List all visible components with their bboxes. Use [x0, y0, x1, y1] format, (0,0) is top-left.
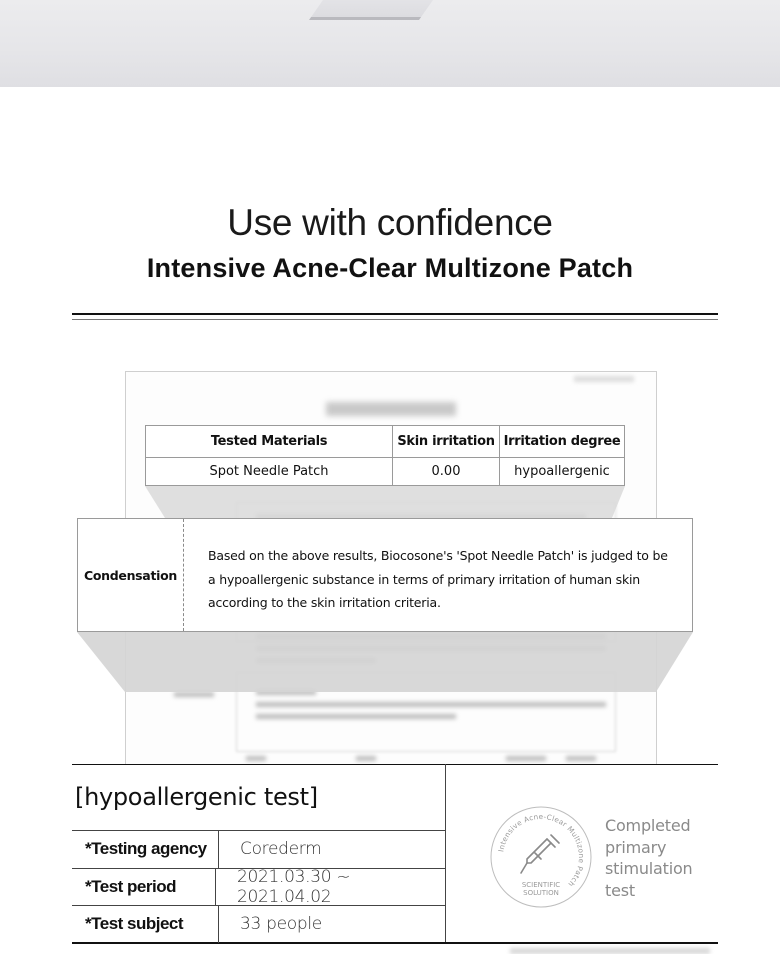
info-key: *Test period	[72, 869, 216, 906]
condensation-text: Based on the above results, Biocosone's 'Spot Needle Patch' is judged to be a hypoallergenic substance in terms of primary irritation of human skin according to the skin irritation criteria.	[208, 548, 668, 610]
document-box	[236, 672, 616, 752]
top-product-banner	[0, 0, 780, 87]
header-irritation-degree: Irritation degree	[500, 426, 625, 458]
condensation-label: Condensation	[78, 519, 184, 631]
table-header-row	[146, 426, 625, 458]
badge-inner-text-2: SOLUTION	[523, 889, 559, 897]
info-key: *Testing agency	[72, 831, 219, 868]
info-row-period	[72, 868, 445, 906]
badge-inner-text-1: SCIENTIFIC	[521, 881, 561, 889]
page-title: Use with confidence	[227, 202, 553, 243]
blur-line	[356, 756, 376, 761]
product-name: Intensive Acne-Clear Multizone Patch	[146, 253, 634, 283]
divider-thick	[72, 313, 718, 315]
test-info-table	[72, 830, 445, 943]
blur-line	[256, 714, 456, 719]
tested-materials-table	[145, 425, 625, 486]
badge-ring-text: Intensive Acne-Clear Multizone Patch	[496, 811, 587, 889]
scientific-solution-badge	[489, 805, 593, 909]
info-value: 33 people	[240, 914, 322, 935]
info-row-subject	[72, 905, 445, 943]
condensation-box	[77, 518, 693, 632]
section-divider-vertical	[445, 764, 446, 944]
blur-line	[246, 756, 266, 761]
blur-line	[256, 646, 606, 651]
cell-irritation-value: 0.00	[393, 458, 500, 486]
info-row-agency	[72, 830, 445, 868]
divider-thin	[72, 319, 718, 320]
table-row	[146, 458, 625, 486]
blur-line	[256, 658, 376, 663]
header-skin-irritation: Skin irritation	[393, 426, 500, 458]
blur-line	[174, 692, 214, 697]
cell-material: Spot Needle Patch	[146, 458, 393, 486]
blur-line	[256, 634, 606, 639]
badge-caption: Completed primary stimulation test	[605, 816, 693, 900]
blur-line	[256, 702, 606, 707]
document-corner-text	[574, 376, 634, 382]
header-tested-materials: Tested Materials	[146, 426, 393, 458]
document-title-blurred	[326, 402, 456, 416]
test-title: [hypoallergenic test]	[75, 783, 318, 811]
cropped-footnote	[510, 948, 710, 954]
blur-line	[506, 756, 546, 761]
info-key: *Test subject	[72, 906, 219, 943]
product-image-edge	[309, 0, 461, 20]
cell-irritation-degree: hypoallergenic	[500, 458, 625, 486]
blur-line	[256, 690, 316, 695]
blur-line	[566, 756, 596, 761]
info-value: Corederm	[240, 839, 322, 860]
section-rule-top	[72, 764, 718, 765]
info-value: 2021.03.30 ~ 2021.04.02	[236, 866, 351, 907]
